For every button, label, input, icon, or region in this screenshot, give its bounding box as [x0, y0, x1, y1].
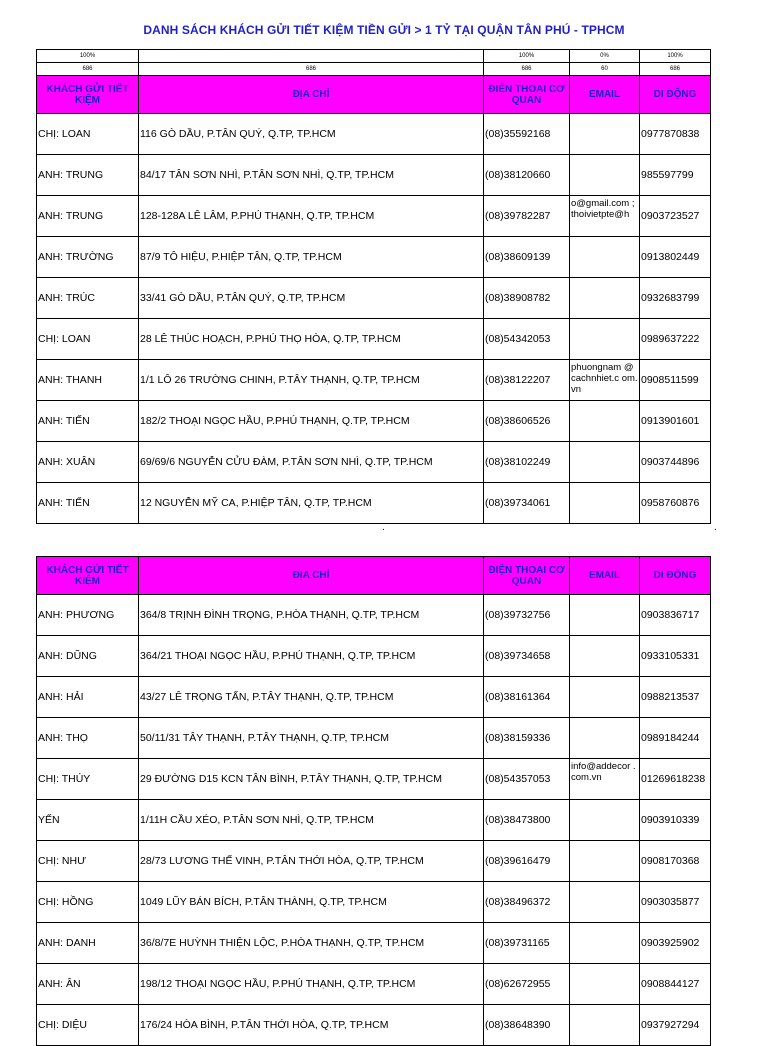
customer-name-cell: ANH: HẢI — [37, 677, 139, 718]
address-cell: 128-128A LÊ LÂM, P.PHÚ THẠNH, Q.TP, TP.HCM — [139, 196, 484, 237]
column-metric-row — [37, 63, 711, 76]
customer-name-cell: ANH: TRƯỜNG — [37, 237, 139, 278]
mobile-cell: 0908170368 — [640, 841, 711, 882]
customer-name-cell: CHỊ: LOAN — [37, 114, 139, 155]
column-metric-cell: 686 — [37, 63, 139, 76]
column-header: ĐỊA CHỈ — [139, 76, 484, 114]
customer-name-cell: ANH: TRUNG — [37, 196, 139, 237]
customer-name-cell: ANH: TIẾN — [37, 483, 139, 524]
office-phone-cell: (08)62672955 — [484, 964, 570, 1005]
office-phone-cell: (08)35592168 — [484, 114, 570, 155]
office-phone-cell: (08)38122207 — [484, 360, 570, 401]
address-cell: 198/12 THOẠI NGỌC HẦU, P.PHÚ THẠNH, Q.TP, TP.HCM — [139, 964, 484, 1005]
column-header: ĐỊA CHỈ — [139, 557, 484, 595]
page-title: DANH SÁCH KHÁCH GỬI TIẾT KIỆM TIỀN GỬI > 1 TỶ TẠI QUẬN TÂN PHÚ - TPHCM — [143, 23, 625, 37]
table-row — [37, 360, 711, 401]
mobile-cell: 0933105331 — [640, 636, 711, 677]
address-cell: 36/8/7E HUỲNH THIỆN LỘC, P.HÒA THẠNH, Q.TP, TP.HCM — [139, 923, 484, 964]
customer-name-cell: ANH: PHƯƠNG — [37, 595, 139, 636]
table-row — [37, 401, 711, 442]
column-header: EMAIL — [570, 76, 640, 114]
address-cell: 28/73 LƯƠNG THẾ VINH, P.TÂN THỚI HÒA, Q.TP, TP.HCM — [139, 841, 484, 882]
table-row — [37, 319, 711, 360]
email-cell — [570, 319, 640, 360]
customer-name-cell: ANH: TRUNG — [37, 155, 139, 196]
column-header: DI ĐỘNG — [640, 76, 711, 114]
email-cell: o@gmail.com ; thoivietpte@h — [570, 196, 640, 237]
mobile-cell: 0903723527 — [640, 196, 711, 237]
table-row — [37, 114, 711, 155]
address-cell: 12 NGUYỄN MỸ CA, P.HIỆP TÂN, Q.TP, TP.HCM — [139, 483, 484, 524]
mobile-cell: 0958760876 — [640, 483, 711, 524]
office-phone-cell: (08)39734658 — [484, 636, 570, 677]
table-row — [37, 442, 711, 483]
office-phone-cell: (08)54342053 — [484, 319, 570, 360]
mobile-cell: 0903836717 — [640, 595, 711, 636]
mobile-cell: 0937927294 — [640, 1005, 711, 1046]
email-cell — [570, 483, 640, 524]
address-cell: 364/21 THOẠI NGỌC HẦU, P.PHÚ THẠNH, Q.TP, TP.HCM — [139, 636, 484, 677]
office-phone-cell: (08)38473800 — [484, 800, 570, 841]
column-metric-cell: 686 — [139, 63, 484, 76]
customer-name-cell: CHỊ: DIỆU — [37, 1005, 139, 1046]
mobile-cell: 0988213537 — [640, 677, 711, 718]
mobile-cell: 985597799 — [640, 155, 711, 196]
table-row — [37, 155, 711, 196]
mobile-cell: 0913901601 — [640, 401, 711, 442]
column-header: ĐIỆN THOẠI CƠ QUAN — [484, 557, 570, 595]
address-cell: 50/11/31 TÂY THẠNH, P.TÂY THẠNH, Q.TP, TP.HCM — [139, 718, 484, 759]
customer-name-cell: ANH: THỌ — [37, 718, 139, 759]
table-row — [37, 636, 711, 677]
customer-name-cell: CHỊ: HỒNG — [37, 882, 139, 923]
email-cell — [570, 841, 640, 882]
address-cell: 87/9 TÔ HIỆU, P.HIỆP TÂN, Q.TP, TP.HCM — [139, 237, 484, 278]
table-row — [37, 718, 711, 759]
address-cell: 182/2 THOẠI NGỌC HẦU, P.PHÚ THẠNH, Q.TP, TP.HCM — [139, 401, 484, 442]
column-metric-cell: 100% — [484, 50, 570, 63]
office-phone-cell: (08)38609139 — [484, 237, 570, 278]
office-phone-cell: (08)38496372 — [484, 882, 570, 923]
office-phone-cell: (08)38102249 — [484, 442, 570, 483]
office-phone-cell: (08)54357053 — [484, 759, 570, 800]
email-cell — [570, 1005, 640, 1046]
customer-name-cell: CHỊ: LOAN — [37, 319, 139, 360]
email-cell — [570, 278, 640, 319]
column-header: EMAIL — [570, 557, 640, 595]
email-cell — [570, 677, 640, 718]
customer-name-cell: ANH: XUÂN — [37, 442, 139, 483]
table-row — [37, 882, 711, 923]
customer-name-cell: ANH: DŨNG — [37, 636, 139, 677]
mobile-cell: 0977870838 — [640, 114, 711, 155]
address-cell: 69/69/6 NGUYỄN CỬU ĐÀM, P.TÂN SƠN NHÌ, Q.TP, TP.HCM — [139, 442, 484, 483]
table-row — [37, 595, 711, 636]
address-cell: 29 ĐƯỜNG D15 KCN TÂN BÌNH, P.TÂY THẠNH, Q.TP, TP.HCM — [139, 759, 484, 800]
office-phone-cell: (08)39734061 — [484, 483, 570, 524]
column-header: ĐIỆN THOẠI CƠ QUAN — [484, 76, 570, 114]
column-metric-cell: 686 — [484, 63, 570, 76]
column-header: DI ĐỘNG — [640, 557, 711, 595]
office-phone-cell: (08)38606526 — [484, 401, 570, 442]
column-metric-row — [37, 50, 711, 63]
mobile-cell: 0903744896 — [640, 442, 711, 483]
address-cell: 364/8 TRỊNH ĐÌNH TRỌNG, P.HÒA THẠNH, Q.TP, TP.HCM — [139, 595, 484, 636]
customer-name-cell: CHỊ: NHƯ — [37, 841, 139, 882]
address-cell: 33/41 GÒ DẦU, P.TÂN QUÝ, Q.TP, TP.HCM — [139, 278, 484, 319]
address-cell: 28 LÊ THÚC HOẠCH, P.PHÚ THỌ HÒA, Q.TP, TP.HCM — [139, 319, 484, 360]
table-row — [37, 483, 711, 524]
email-cell: phuongnam @cachnhiet.c om.vn — [570, 360, 640, 401]
office-phone-cell: (08)38648390 — [484, 1005, 570, 1046]
customer-name-cell: ANH: THANH — [37, 360, 139, 401]
email-cell — [570, 114, 640, 155]
address-cell: 84/17 TÂN SƠN NHÌ, P.TÂN SƠN NHÌ, Q.TP, TP.HCM — [139, 155, 484, 196]
office-phone-cell: (08)38161364 — [484, 677, 570, 718]
customer-name-cell: ANH: DANH — [37, 923, 139, 964]
email-cell — [570, 718, 640, 759]
mobile-cell: 0903910339 — [640, 800, 711, 841]
mobile-cell: 0932683799 — [640, 278, 711, 319]
email-cell — [570, 882, 640, 923]
mobile-cell: 0989184244 — [640, 718, 711, 759]
office-phone-cell: (08)39616479 — [484, 841, 570, 882]
email-cell — [570, 401, 640, 442]
table-row — [37, 1005, 711, 1046]
table-row — [37, 759, 711, 800]
mobile-cell: 0989637222 — [640, 319, 711, 360]
customer-table-2 — [36, 556, 711, 1046]
customer-name-cell: ANH: TRÚC — [37, 278, 139, 319]
column-metric-cell: 60 — [570, 63, 640, 76]
address-cell: 1/1 LÔ 26 TRƯỜNG CHINH, P.TÂY THẠNH, Q.TP, TP.HCM — [139, 360, 484, 401]
office-phone-cell: (08)39732756 — [484, 595, 570, 636]
table-row — [37, 237, 711, 278]
office-phone-cell: (08)38908782 — [484, 278, 570, 319]
email-cell — [570, 237, 640, 278]
table-row — [37, 196, 711, 237]
table-row — [37, 841, 711, 882]
address-cell: 1/11H CẦU XÉO, P.TÂN SƠN NHÌ, Q.TP, TP.HCM — [139, 800, 484, 841]
column-header: KHÁCH GỬI TIẾT KIỆM — [37, 76, 139, 114]
mobile-cell: 0903925902 — [640, 923, 711, 964]
customer-name-cell: ANH: TIẾN — [37, 401, 139, 442]
table-row — [37, 923, 711, 964]
table-row — [37, 278, 711, 319]
header-row — [37, 557, 711, 595]
customer-name-cell: ANH: ÂN — [37, 964, 139, 1005]
email-cell — [570, 800, 640, 841]
column-metric-cell: 0% — [570, 50, 640, 63]
mobile-cell: 0908844127 — [640, 964, 711, 1005]
email-cell — [570, 442, 640, 483]
office-phone-cell: (08)39731165 — [484, 923, 570, 964]
email-cell — [570, 155, 640, 196]
table-row — [37, 964, 711, 1005]
mobile-cell: 01269618238 — [640, 759, 711, 800]
email-cell — [570, 636, 640, 677]
email-cell — [570, 964, 640, 1005]
table-row — [37, 677, 711, 718]
office-phone-cell: (08)38159336 — [484, 718, 570, 759]
mobile-cell: 0913802449 — [640, 237, 711, 278]
office-phone-cell: (08)38120660 — [484, 155, 570, 196]
column-header: KHÁCH GỬI TIẾT KIỆM — [37, 557, 139, 595]
column-metric-cell — [139, 50, 484, 63]
header-row — [37, 76, 711, 114]
customer-table-1 — [36, 49, 711, 524]
address-cell: 116 GÒ DẦU, P.TÂN QUÝ, Q.TP, TP.HCM — [139, 114, 484, 155]
separator-dot: . — [382, 522, 385, 533]
column-metric-cell: 100% — [37, 50, 139, 63]
table-row — [37, 800, 711, 841]
column-metric-cell: 686 — [640, 63, 711, 76]
customer-name-cell: YẾN — [37, 800, 139, 841]
column-metric-cell: 100% — [640, 50, 711, 63]
address-cell: 1049 LŨY BÁN BÍCH, P.TÂN THÀNH, Q.TP, TP.HCM — [139, 882, 484, 923]
office-phone-cell: (08)39782287 — [484, 196, 570, 237]
mobile-cell: 0908511599 — [640, 360, 711, 401]
email-cell — [570, 595, 640, 636]
customer-name-cell: CHỊ: THÚY — [37, 759, 139, 800]
mobile-cell: 0903035877 — [640, 882, 711, 923]
separator-dot: . — [714, 522, 717, 533]
email-cell — [570, 923, 640, 964]
address-cell: 176/24 HÒA BÌNH, P.TÂN THỚI HÒA, Q.TP, TP.HCM — [139, 1005, 484, 1046]
email-cell: info@addecor .com.vn — [570, 759, 640, 800]
address-cell: 43/27 LÊ TRỌNG TẤN, P.TÂY THẠNH, Q.TP, TP.HCM — [139, 677, 484, 718]
